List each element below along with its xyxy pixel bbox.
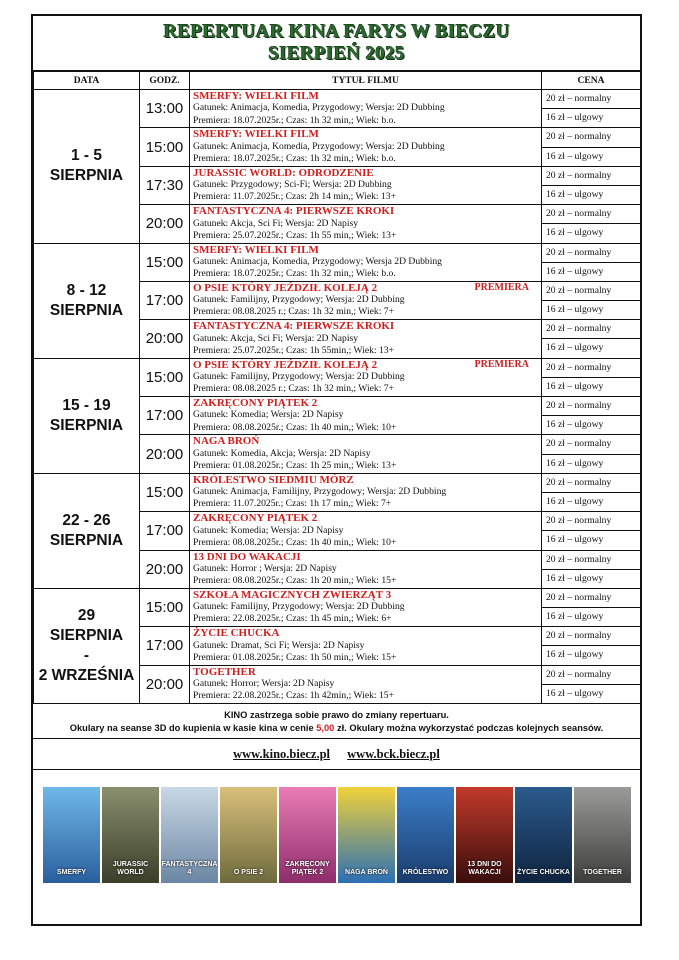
table-row	[34, 358, 641, 396]
date-range-line: 22 - 26	[62, 511, 111, 529]
poster-caption: 13 DNI DO WAKACJI	[467, 861, 502, 876]
price-cell	[542, 473, 641, 511]
price-normal: 20 zł – normalny	[542, 627, 640, 646]
price-reduced: 16 zł – ulgowy	[546, 342, 604, 354]
film-title-text: ZAKRĘCONY PIĄTEK 2	[193, 397, 318, 409]
price-reduced: 16 zł – ulgowy	[546, 687, 604, 699]
date-range-cell	[34, 243, 140, 358]
film-title	[193, 666, 541, 678]
price-normal: 20 zł – normalny	[542, 167, 640, 186]
movie-poster	[102, 787, 159, 883]
date-range-line: SIERPNIA	[49, 301, 124, 319]
film-genre: Gatunek: Animacja, Familijny, Przygodowy; Wersja: 2D Dubbing	[193, 486, 447, 498]
film-title	[193, 90, 541, 102]
film-title	[193, 627, 541, 639]
price-reduced: 16 zł – ulgowy	[546, 150, 604, 162]
column-header-date: DATA	[34, 72, 140, 90]
movie-poster	[338, 787, 395, 883]
showtime-cell: 15:00	[140, 128, 190, 166]
film-genre: Gatunek: Animacja, Komedia, Przygodowy; Wersja: 2D Dubbing	[193, 140, 445, 152]
price-reduced: 16 zł – ulgowy	[546, 112, 604, 124]
notice-line-1: KINO zastrzega sobie prawo do zmiany repertuaru.	[224, 710, 449, 720]
film-genre: Gatunek: Komedia; Wersja: 2D Napisy	[193, 409, 344, 421]
table-row	[34, 588, 641, 626]
price-cell	[542, 665, 641, 703]
film-genre: Gatunek: Akcja, Sci Fi; Wersja: 2D Napisy	[193, 217, 359, 229]
price-reduced: 16 zł – ulgowy	[546, 534, 604, 546]
film-genre: Gatunek: Familijny, Przygodowy; Wersja: 2D Dubbing	[193, 294, 405, 306]
film-details: Premiera: 11.07.2025r.; Czas: 1h 17 min,; Wiek: 7+	[193, 498, 392, 510]
film-genre: Gatunek: Przygodowy; Sci-Fi; Wersja: 2D Dubbing	[193, 179, 392, 191]
price-normal: 20 zł – normalny	[542, 282, 640, 301]
notice-line-2	[39, 722, 634, 735]
price-cell	[542, 435, 641, 473]
movie-poster	[574, 787, 631, 883]
price-normal: 20 zł – normalny	[542, 128, 640, 147]
price-cell	[542, 243, 641, 281]
poster-caption: O PSIE 2	[233, 869, 264, 876]
movie-poster	[43, 787, 100, 883]
movie-poster	[397, 787, 454, 883]
table-row	[34, 243, 641, 281]
film-genre: Gatunek: Komedia; Wersja: 2D Napisy	[193, 524, 344, 536]
price-reduced: 16 zł – ulgowy	[546, 572, 604, 584]
price-reduced: 16 zł – ulgowy	[546, 611, 604, 623]
notice-text	[33, 704, 640, 739]
film-genre: Gatunek: Horror ; Wersja: 2D Napisy	[193, 562, 337, 574]
table-row	[34, 90, 641, 128]
date-range-line: -	[83, 646, 90, 664]
price-normal: 20 zł – normalny	[542, 320, 640, 339]
film-details: Premiera: 18.07.2025r.; Czas: 1h 32 min,; Wiek: b.o.	[193, 268, 396, 280]
showtime-cell: 17:00	[140, 512, 190, 550]
poster-caption: TOGETHER	[583, 869, 622, 876]
film-details: Premiera: 18.07.2025r.; Czas: 1h 32 min,; Wiek: b.o.	[193, 152, 396, 164]
date-range-line: 8 - 12	[66, 281, 107, 299]
showtime-cell: 15:00	[140, 473, 190, 511]
film-title	[193, 435, 541, 447]
film-title	[193, 512, 541, 524]
film-cell	[190, 166, 542, 204]
film-details: Premiera: 22.08.2025r.; Czas: 1h 45 min,; Wiek: 6+	[193, 613, 392, 625]
movie-poster	[279, 787, 336, 883]
price-cell	[542, 550, 641, 588]
price-normal: 20 zł – normalny	[542, 474, 640, 493]
film-cell	[190, 358, 542, 396]
price-cell	[542, 512, 641, 550]
film-details: Premiera: 08.08.2025 r.; Czas: 1h 32 min,; Wiek: 7+	[193, 306, 394, 318]
film-genre: Gatunek: Dramat, Sci Fi; Wersja: 2D Napisy	[193, 639, 365, 651]
movie-poster	[161, 787, 218, 883]
poster-caption: ZAKRĘCONY PIĄTEK 2	[285, 861, 330, 876]
date-range-cell	[34, 358, 140, 473]
film-cell	[190, 435, 542, 473]
price-cell	[542, 205, 641, 243]
film-details: Premiera: 08.08.2025r.; Czas: 1h 40 min,; Wiek: 10+	[193, 421, 397, 433]
price-cell	[542, 90, 641, 128]
film-cell	[190, 90, 542, 128]
film-details: Premiera: 18.07.2025r.; Czas: 1h 32 min,; Wiek: b.o.	[193, 114, 396, 126]
date-range-line: 1 - 5	[70, 147, 102, 165]
price-normal: 20 zł – normalny	[542, 397, 640, 416]
price-normal: 20 zł – normalny	[542, 589, 640, 608]
date-range-cell	[34, 90, 140, 244]
film-title-text: SMERFY: WIELKI FILM	[193, 243, 319, 256]
film-genre: Gatunek: Komedia, Akcja; Wersja: 2D Napisy	[193, 447, 371, 459]
date-range-line: SIERPNIA	[49, 531, 124, 549]
price-reduced: 16 zł – ulgowy	[546, 227, 604, 239]
film-cell	[190, 243, 542, 281]
date-range-cell	[34, 473, 140, 588]
date-range-line: SIERPNIA	[49, 626, 124, 644]
price-normal: 20 zł – normalny	[542, 551, 640, 570]
movie-poster	[456, 787, 513, 883]
film-cell	[190, 320, 542, 358]
price-normal: 20 zł – normalny	[542, 244, 640, 263]
film-title-text: KRÓLESTWO SIEDMIU MÓRZ	[193, 473, 354, 486]
page-subtitle-month: SIERPIEŃ 2025	[268, 43, 405, 64]
film-title-text: O PSIE KTÓRY JEŹDZIŁ KOLEJĄ 2	[193, 281, 378, 294]
film-title-text: FANTASTYCZNA 4: PIERWSZE KROKI	[193, 320, 395, 333]
date-range-line: 2 WRZEŚNIA	[38, 666, 135, 684]
film-title	[193, 167, 541, 179]
film-title	[193, 474, 541, 486]
date-range-line: SIERPNIA	[49, 167, 124, 185]
film-title-text: SZKOŁA MAGICZNYCH ZWIERZĄT 3	[193, 588, 392, 601]
schedule-table	[33, 71, 641, 704]
film-cell	[190, 281, 542, 319]
film-genre: Gatunek: Familijny, Przygodowy; Wersja: 2D Dubbing	[193, 371, 405, 383]
showtime-cell: 20:00	[140, 205, 190, 243]
showtime-cell: 20:00	[140, 665, 190, 703]
showtime-cell: 15:00	[140, 358, 190, 396]
showtime-cell: 17:00	[140, 397, 190, 435]
price-normal: 20 zł – normalny	[542, 359, 640, 378]
premiere-badge: PREMIERA	[474, 281, 529, 293]
price-reduced: 16 zł – ulgowy	[546, 380, 604, 392]
film-title	[193, 320, 541, 332]
film-title	[193, 397, 541, 409]
price-reduced: 16 zł – ulgowy	[546, 457, 604, 469]
column-header-title: TYTUŁ FILMU	[190, 72, 542, 90]
film-cell	[190, 665, 542, 703]
poster-strip	[43, 787, 631, 883]
film-title	[193, 244, 541, 256]
price-normal: 20 zł – normalny	[542, 435, 640, 454]
glasses-price: 5,00	[316, 722, 335, 733]
price-reduced: 16 zł – ulgowy	[546, 649, 604, 661]
film-cell	[190, 512, 542, 550]
schedule-sheet	[31, 14, 642, 926]
poster-caption: NAGA BROŃ	[345, 869, 388, 876]
notice-line-2-text: Okulary na seanse 3D do kupienia w kasie kina w cenie	[69, 722, 317, 733]
price-normal: 20 zł – normalny	[542, 666, 640, 685]
film-details: Premiera: 08.08.2025 r.; Czas: 1h 32 min,; Wiek: 7+	[193, 383, 394, 395]
link-kino-biecz[interactable]: www.kino.biecz.pl	[233, 747, 331, 761]
website-links	[33, 739, 640, 770]
movie-poster	[220, 787, 277, 883]
date-range-line: 29	[77, 606, 96, 624]
showtime-cell: 20:00	[140, 550, 190, 588]
showtime-cell: 15:00	[140, 588, 190, 626]
film-title	[193, 128, 541, 140]
movie-poster	[515, 787, 572, 883]
film-title	[193, 282, 541, 294]
showtime-cell: 13:00	[140, 90, 190, 128]
film-details: Premiera: 08.08.2025r.; Czas: 1h 20 min,; Wiek: 15+	[193, 575, 397, 587]
page-title: REPERTUAR KINA FARYS W BIECZU	[163, 21, 510, 42]
price-cell	[542, 397, 641, 435]
film-cell	[190, 473, 542, 511]
film-title	[193, 551, 541, 563]
film-title-text: ZAKRĘCONY PIĄTEK 2	[193, 512, 318, 525]
price-reduced: 16 zł – ulgowy	[546, 265, 604, 277]
price-cell	[542, 166, 641, 204]
price-reduced: 16 zł – ulgowy	[546, 495, 604, 507]
table-header-row	[34, 72, 641, 90]
price-reduced: 16 zł – ulgowy	[546, 304, 604, 316]
notice-line-2-tail: zł. Okulary można wykorzystać podczas kolejnych seansów.	[334, 722, 604, 733]
price-cell	[542, 128, 641, 166]
showtime-cell: 17:30	[140, 166, 190, 204]
showtime-cell: 17:00	[140, 281, 190, 319]
price-reduced: 16 zł – ulgowy	[546, 419, 604, 431]
poster-caption: KRÓLESTWO	[402, 869, 449, 876]
film-cell	[190, 397, 542, 435]
film-cell	[190, 550, 542, 588]
film-cell	[190, 627, 542, 665]
price-cell	[542, 320, 641, 358]
showtime-cell: 17:00	[140, 627, 190, 665]
film-details: Premiera: 11.07.2025r.; Czas: 2h 14 min,; Wiek: 13+	[193, 191, 397, 203]
date-range-cell	[34, 588, 140, 703]
poster-caption: JURASSIC WORLD	[112, 861, 149, 876]
film-title-text: SMERFY: WIELKI FILM	[193, 90, 319, 102]
price-reduced: 16 zł – ulgowy	[546, 188, 604, 200]
film-title-text: FANTASTYCZNA 4: PIERWSZE KROKI	[193, 205, 395, 218]
price-normal: 20 zł – normalny	[542, 512, 640, 531]
poster-caption: ŻYCIE CHUCKA	[517, 869, 570, 876]
premiere-badge: PREMIERA	[474, 358, 529, 370]
film-title	[193, 359, 541, 371]
showtime-cell: 15:00	[140, 243, 190, 281]
column-header-price: CENA	[542, 72, 641, 90]
date-range-line: 15 - 19	[62, 396, 111, 414]
poster-caption: SMERFY	[56, 869, 87, 876]
film-genre: Gatunek: Akcja, Sci Fi; Wersja: 2D Napisy	[193, 332, 359, 344]
schedule-header	[33, 16, 640, 71]
film-title-text: ŻYCIE CHUCKA	[193, 627, 280, 640]
film-title-text: JURASSIC WORLD: ODRODZENIE	[193, 166, 374, 179]
table-row	[34, 473, 641, 511]
showtime-cell: 20:00	[140, 320, 190, 358]
film-title	[193, 205, 541, 217]
film-genre: Gatunek: Animacja, Komedia, Przygodowy; Wersja: 2D Dubbing	[193, 102, 445, 114]
film-title-text: NAGA BROŃ	[193, 435, 260, 448]
film-genre: Gatunek: Familijny, Przygodowy; Wersja: 2D Dubbing	[193, 601, 405, 613]
film-title-text: O PSIE KTÓRY JEŹDZIŁ KOLEJĄ 2	[193, 358, 378, 371]
link-bck-biecz[interactable]: www.bck.biecz.pl	[347, 747, 440, 761]
film-details: Premiera: 22.08.2025r.; Czas: 1h 42min,; Wiek: 15+	[193, 690, 394, 702]
film-cell	[190, 128, 542, 166]
film-title-text: SMERFY: WIELKI FILM	[193, 128, 319, 141]
film-details: Premiera: 25.07.2025r.; Czas: 1h 55min,; Wiek: 13+	[193, 344, 394, 356]
price-cell	[542, 281, 641, 319]
film-details: Premiera: 01.08.2025r.; Czas: 1h 50 min,; Wiek: 15+	[193, 651, 397, 663]
film-details: Premiera: 01.08.2025r.; Czas: 1h 25 min,; Wiek: 13+	[193, 459, 397, 471]
showtime-cell: 20:00	[140, 435, 190, 473]
film-details: Premiera: 08.08.2025r.; Czas: 1h 40 min,; Wiek: 10+	[193, 536, 397, 548]
film-genre: Gatunek: Animacja, Komedia, Przygodowy; Wersja 2D Dubbing	[193, 255, 442, 267]
film-title	[193, 589, 541, 601]
price-normal: 20 zł – normalny	[542, 205, 640, 224]
price-normal: 20 zł – normalny	[542, 90, 640, 109]
film-details: Premiera: 25.07.2025r.; Czas: 1h 55 min,; Wiek: 13+	[193, 229, 397, 241]
film-cell	[190, 205, 542, 243]
film-title-text: 13 DNI DO WAKACJI	[193, 550, 301, 563]
date-range-line: SIERPNIA	[49, 416, 124, 434]
poster-caption: FANTASTYCZNA 4	[161, 861, 218, 876]
film-genre: Gatunek: Horror; Wersja: 2D Napisy	[193, 678, 335, 690]
film-cell	[190, 588, 542, 626]
price-cell	[542, 627, 641, 665]
column-header-time: GODZ.	[140, 72, 190, 90]
film-title-text: TOGETHER	[193, 665, 256, 678]
price-cell	[542, 358, 641, 396]
price-cell	[542, 588, 641, 626]
